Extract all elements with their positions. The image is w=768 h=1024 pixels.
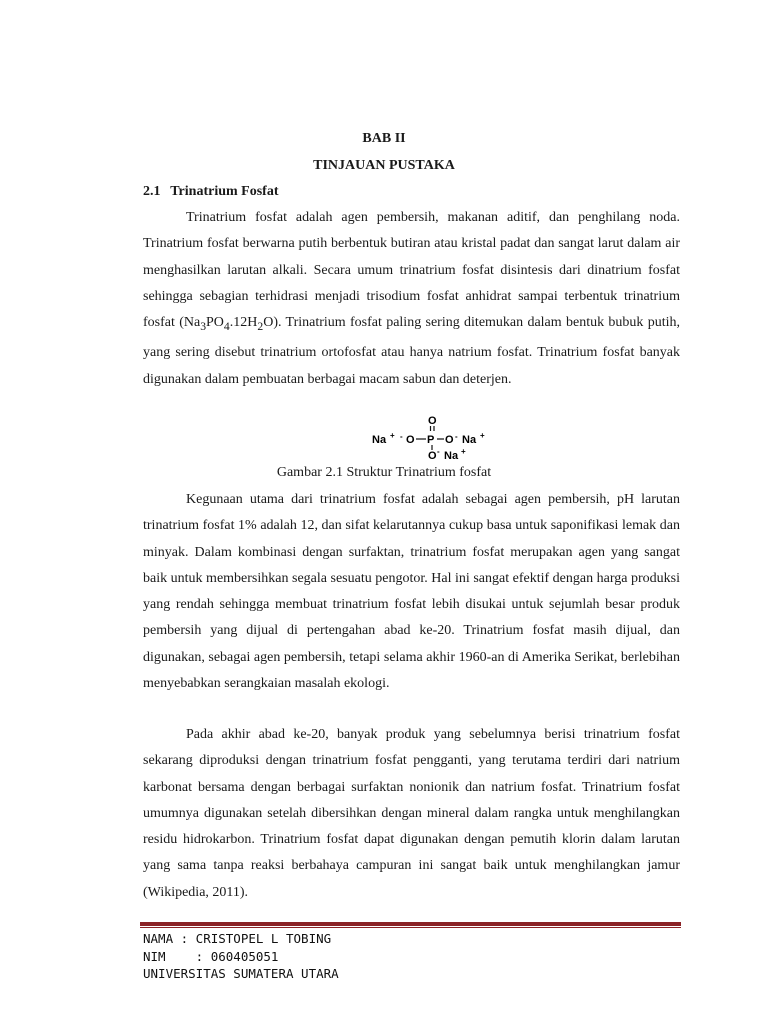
atom-oxygen-left: O (406, 434, 415, 446)
section-heading (143, 184, 278, 200)
subscript: 3 (200, 319, 207, 333)
atom-sodium-right: Na (462, 434, 477, 446)
charge-minus-left: - (400, 432, 403, 441)
atom-sodium-left: Na (372, 434, 387, 446)
paragraph-text: O). Trinatrium fosfat paling sering ditemukan dalam bentuk bubuk putih, yang sering disebut trinatrium ortofosfat atau hanya natrium fosfat. Trinatrium fosfat banyak digunakan dalam pembuatan berbagai macam sabun dan deterjen. (143, 315, 680, 387)
paragraph-text: Trinatrium fosfat adalah agen pembersih, makanan aditif, dan penghilang noda. Trinatrium fosfat berwarna putih berbentuk butiran atau kristal padat dan sangat larut dalam air menghasilkan larutan alkali. Secara umum trinatrium fosfat disintesis dari dinatrium fosfat sehingga sebagian terhidrasi menjadi trisodium fosfat anhidrat sampai terbentuk trinatrium fosfat (Na (143, 210, 680, 331)
paragraph-replacement: Pada akhir abad ke-20, banyak produk yang sebelumnya berisi trinatrium fosfat sekarang diproduksi dengan trinatrium fosfat pengganti, yang terutama terdiri dari natrium karbonat bersama dengan berbagai surfaktan nonionik dan natrium fosfat. Trinatrium fosfat umumnya digunakan setelah dibersihkan dengan mineral dalam rangka untuk menghilangkan residu hidrokarbon. Trinatrium fosfat dapat digunakan dengan pemutih klorin dalam larutan yang sama tanpa reaksi berbahaya campuran ini sangat baik untuk menghilangkan jamur (Wikipedia, 2011). (143, 727, 680, 900)
figure-caption: Gambar 2.1 Struktur Trinatrium fosfat (276, 465, 492, 480)
paragraph-uses: Kegunaan utama dari trinatrium fosfat adalah sebagai agen pembersih, pH larutan trinatrium fosfat 1% adalah 12, dan sifat kelarutannya cukup basa untuk saponifikasi lemak dan minyak. Dalam kombinasi dengan surfaktan, trinatrium fosfat merupakan agen yang sangat baik untuk membersihkan segala sesuatu pengotor. Hal ini sangat efektif dengan harga produksi yang rendah sehingga membuat trinatrium fosfat lebih disukai untuk sejumlah besar produk pembersih yang dijual di pertengahan abad ke-20. Trinatrium fosfat masih dijual, dan digunakan, sebagai agen pembersih, tetapi selama akhir 1960-an di Amerika Serikat, berlebihan menyebabkan serangkaian masalah ekologi. (143, 492, 680, 692)
footer-block (143, 930, 339, 983)
charge-plus-bottom: + (461, 447, 466, 456)
trisodium-phosphate-structure-figure (360, 412, 500, 462)
charge-plus-left: + (390, 431, 395, 440)
paragraph-definition (143, 205, 680, 393)
atom-oxygen-right: O (445, 434, 454, 446)
charge-minus-right: - (455, 432, 458, 441)
footer-nim: NIM : 060405051 (143, 948, 279, 964)
atom-oxygen-bottom: O (428, 450, 437, 462)
chapter-title: TINJAUAN PUSTAKA (313, 158, 455, 173)
footer-university: UNIVERSITAS SUMATERA UTARA (143, 966, 339, 981)
charge-minus-bottom: - (437, 447, 440, 456)
footer-rule-thick (140, 922, 681, 926)
chemical-structure-diagram (360, 412, 500, 462)
atom-oxygen-top: O (428, 415, 437, 427)
chapter-heading: BAB II (362, 131, 406, 146)
paragraph-text: .12H (229, 315, 258, 331)
atom-phosphorus: P (427, 434, 435, 446)
charge-plus-right: + (480, 431, 485, 440)
atom-sodium-bottom: Na (444, 450, 459, 462)
section-title: Trinatrium Fosfat (170, 184, 279, 199)
footer-name: NAMA : CRISTOPEL L TOBING (143, 931, 332, 946)
subscript: 4 (223, 319, 230, 333)
section-number: 2.1 (143, 184, 161, 199)
paragraph-text: PO (206, 315, 224, 331)
subscript: 2 (257, 319, 264, 333)
footer-rule-thin (140, 927, 681, 928)
